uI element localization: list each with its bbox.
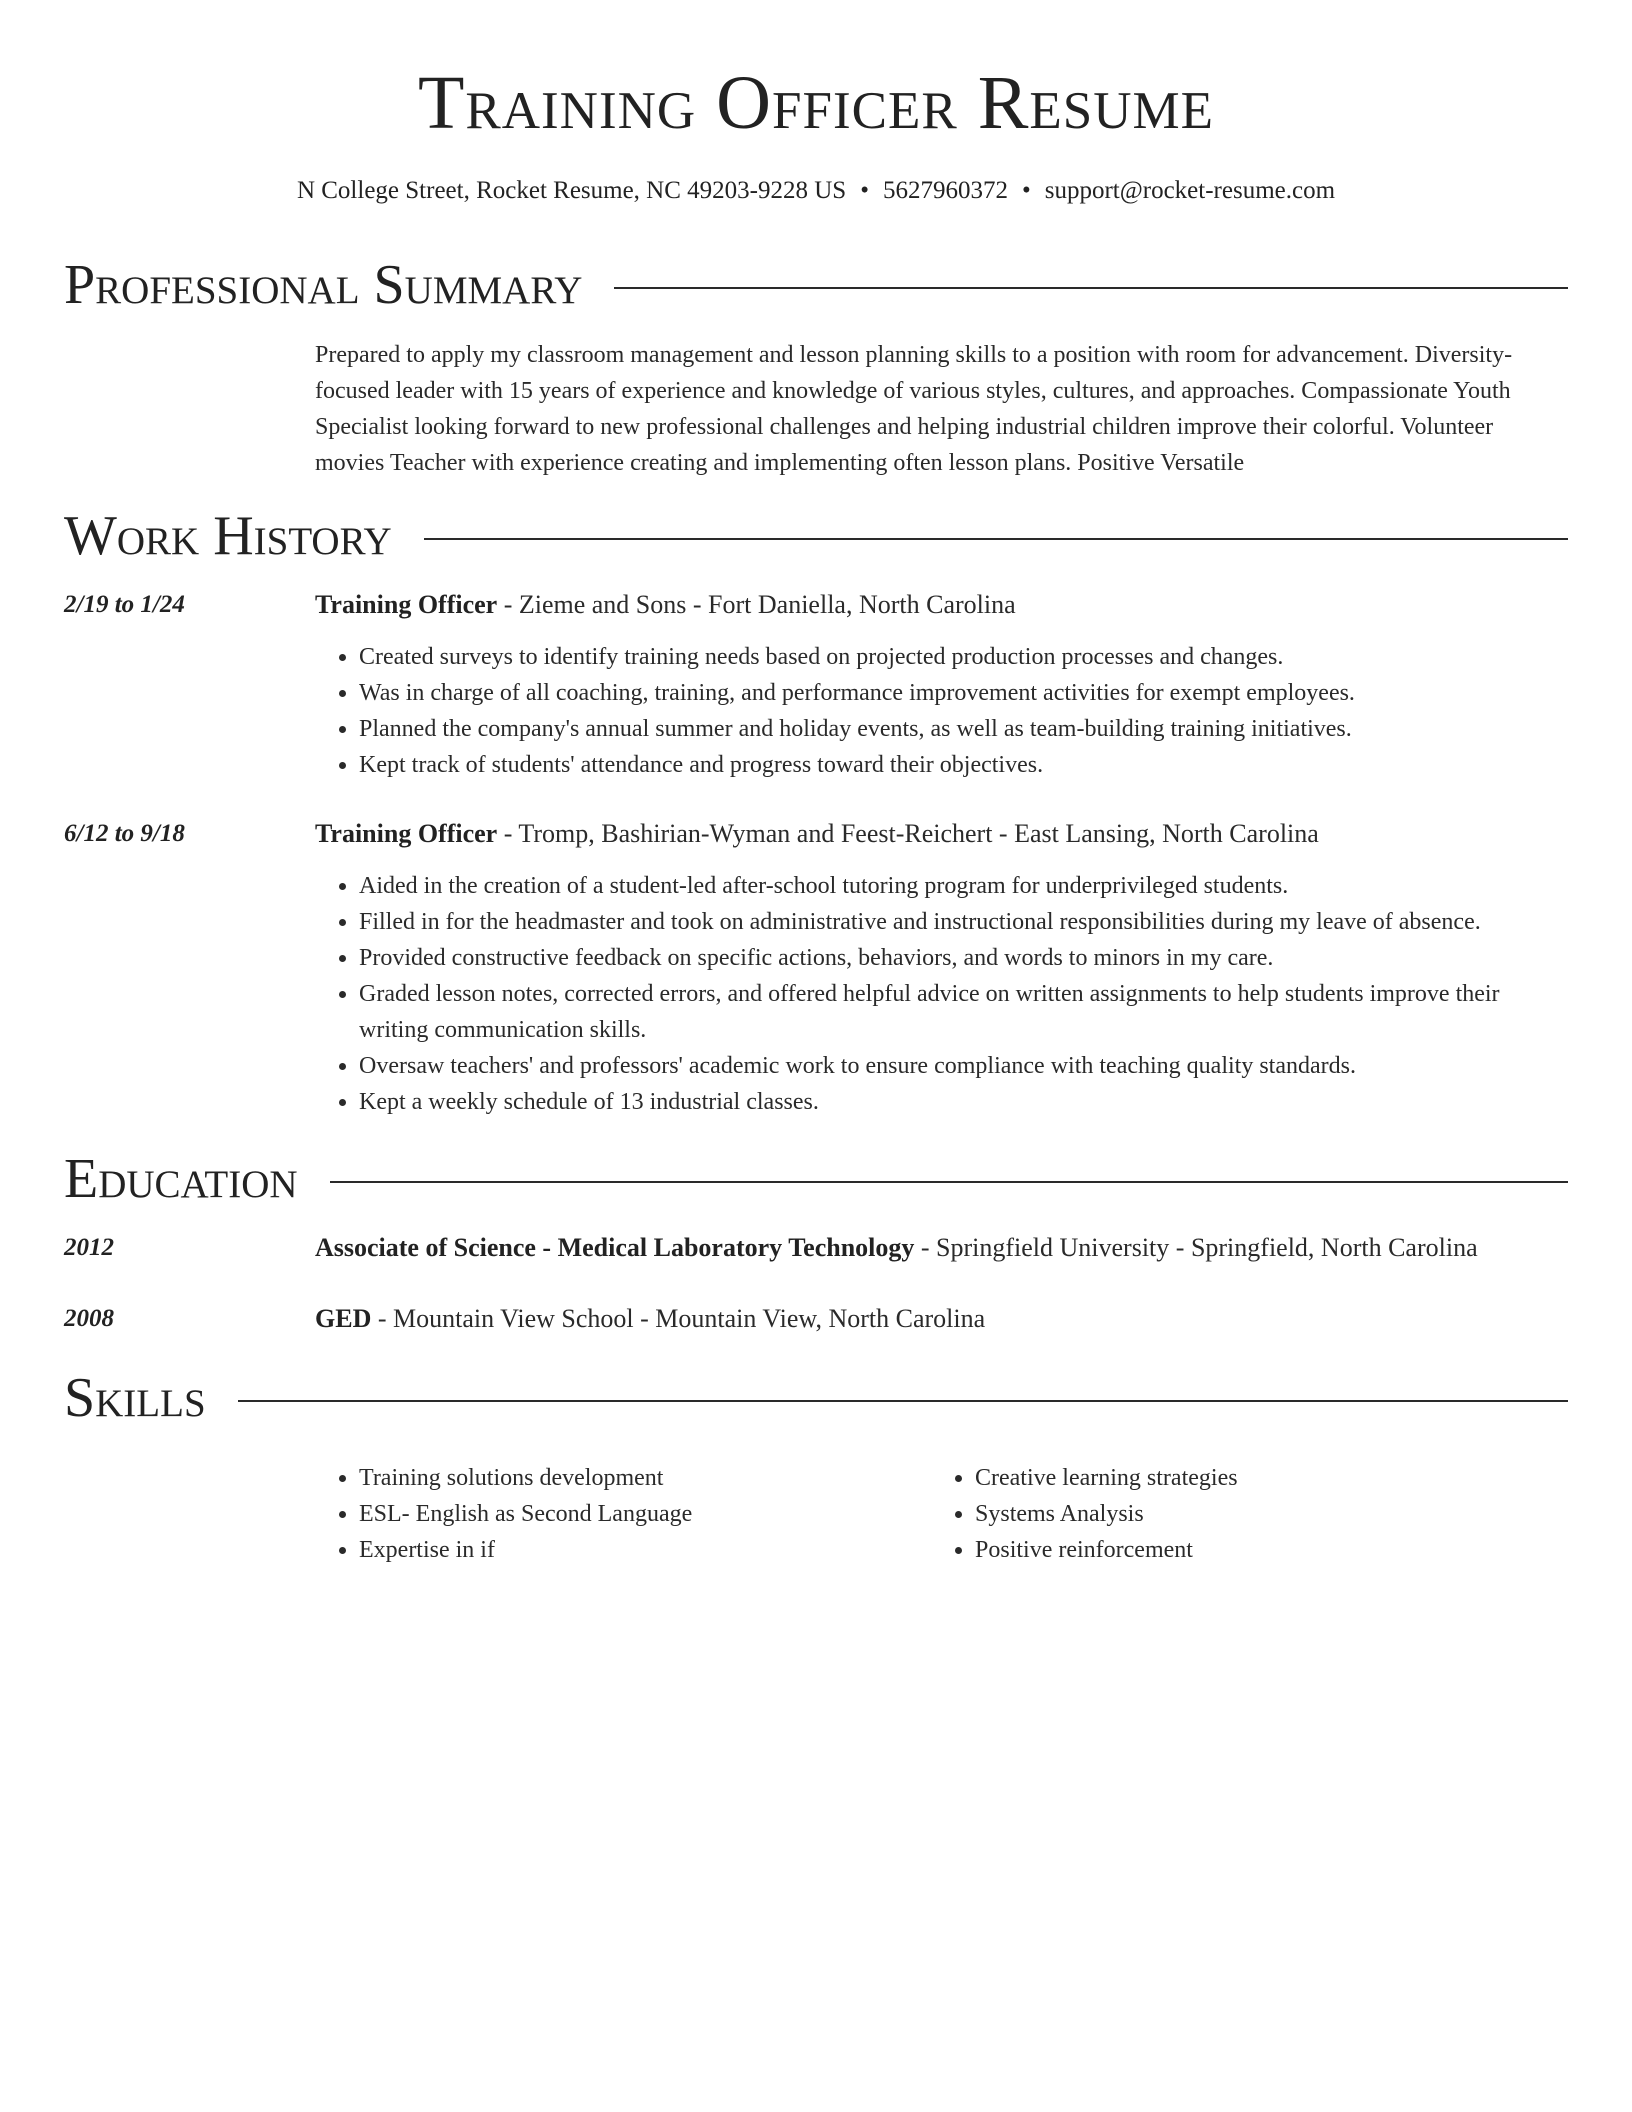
skills-column-left — [315, 1460, 931, 1568]
skill-item: • Expertise in if — [359, 1532, 931, 1568]
summary-section-title: Professional Summary — [64, 254, 583, 316]
job-bullets — [315, 639, 1568, 783]
job-details: - Tromp, Bashirian-Wyman and Feest-Reichert - East Lansing, North Carolina — [497, 819, 1319, 848]
education-year: 2012 — [64, 1234, 114, 1261]
education-degree: GED — [315, 1304, 372, 1333]
skills-column-right — [931, 1460, 1547, 1568]
contact-separator: • — [1021, 177, 1031, 204]
job-bullets — [315, 868, 1568, 1120]
job-bullet: • Oversaw teachers' and professors' academic work to ensure compliance with teaching quality standards. — [359, 1048, 1568, 1084]
contact-address: N College Street, Rocket Resume, NC 49203-9228 US — [296, 177, 847, 204]
skill-item: • ESL- English as Second Language — [359, 1496, 931, 1532]
summary-text: Prepared to apply my classroom management and lesson planning skills to a position with room for advancement. Diversity-focused leader with 15 years of experience and knowledge of various styles, cultures, and approaches. Compassionate Youth Specialist looking forward to new professional challenges and helping industrial children improve their colorful. Volunteer movies Teacher with experience creating and implementing often lesson plans. Positive Versatile — [315, 342, 1513, 476]
job-bullet: • Planned the company's annual summer and holiday events, as well as team-building training initiatives. — [359, 711, 1568, 747]
job-bullet: • Kept a weekly schedule of 13 industrial classes. — [359, 1084, 1568, 1120]
contact-phone: 5627960372 — [882, 177, 1008, 204]
skill-item: • Creative learning strategies — [975, 1460, 1547, 1496]
education-heading — [315, 1302, 1568, 1336]
work-section-title: Work History — [64, 505, 392, 567]
job-dates: 6/12 to 9/18 — [64, 820, 185, 847]
contact-email: support@rocket-resume.com — [1044, 177, 1336, 204]
job-heading — [315, 817, 1568, 851]
education-heading — [315, 1231, 1568, 1265]
job-role: Training Officer — [315, 590, 498, 619]
resume-title: Training Officer Resume — [417, 61, 1215, 145]
education-details: - Springfield University - Springfield, North Carolina — [914, 1233, 1478, 1262]
job-bullet: • Provided constructive feedback on specific actions, behaviors, and words to minors in my care. — [359, 940, 1568, 976]
skills-section-title: Skills — [64, 1367, 206, 1429]
job-bullet: • Filled in for the headmaster and took on administrative and instructional responsibilities during my leave of absence. — [359, 904, 1568, 940]
summary-section-header — [64, 254, 1568, 316]
skills-list — [315, 1460, 1568, 1568]
section-divider — [238, 1400, 1568, 1402]
skills-section-header — [64, 1367, 1568, 1429]
job-dates: 2/19 to 1/24 — [64, 591, 185, 618]
job-bullet: • Was in charge of all coaching, training, and performance improvement activities for exempt employees. — [359, 675, 1568, 711]
contact-separator: • — [860, 177, 869, 204]
work-section-header — [64, 505, 1568, 567]
education-degree: Associate of Science - Medical Laboratory Technology — [315, 1233, 915, 1262]
skill-item: • Systems Analysis — [975, 1496, 1547, 1532]
section-divider — [614, 287, 1568, 289]
education-section-header — [64, 1148, 1568, 1210]
skill-item: • Training solutions development — [359, 1460, 931, 1496]
job-bullet: • Aided in the creation of a student-led after-school tutoring program for underprivileged students. — [359, 868, 1568, 904]
job-bullet: • Created surveys to identify training needs based on projected production processes and changes. — [359, 639, 1568, 675]
job-role: Training Officer — [315, 819, 498, 848]
job-heading — [315, 588, 1568, 622]
job-bullet: • Graded lesson notes, corrected errors, and offered helpful advice on written assignments to help students improve their writing communication skills. — [359, 976, 1568, 1048]
contact-line — [64, 174, 1568, 208]
education-section-title: Education — [64, 1148, 298, 1210]
job-bullet: • Kept track of students' attendance and progress toward their objectives. — [359, 747, 1568, 783]
section-divider — [330, 1181, 1568, 1183]
skill-item: • Positive reinforcement — [975, 1532, 1547, 1568]
job-details: - Zieme and Sons - Fort Daniella, North Carolina — [497, 590, 1016, 619]
education-year: 2008 — [64, 1305, 114, 1332]
education-details: - Mountain View School - Mountain View, North Carolina — [371, 1304, 986, 1333]
section-divider — [424, 538, 1568, 540]
